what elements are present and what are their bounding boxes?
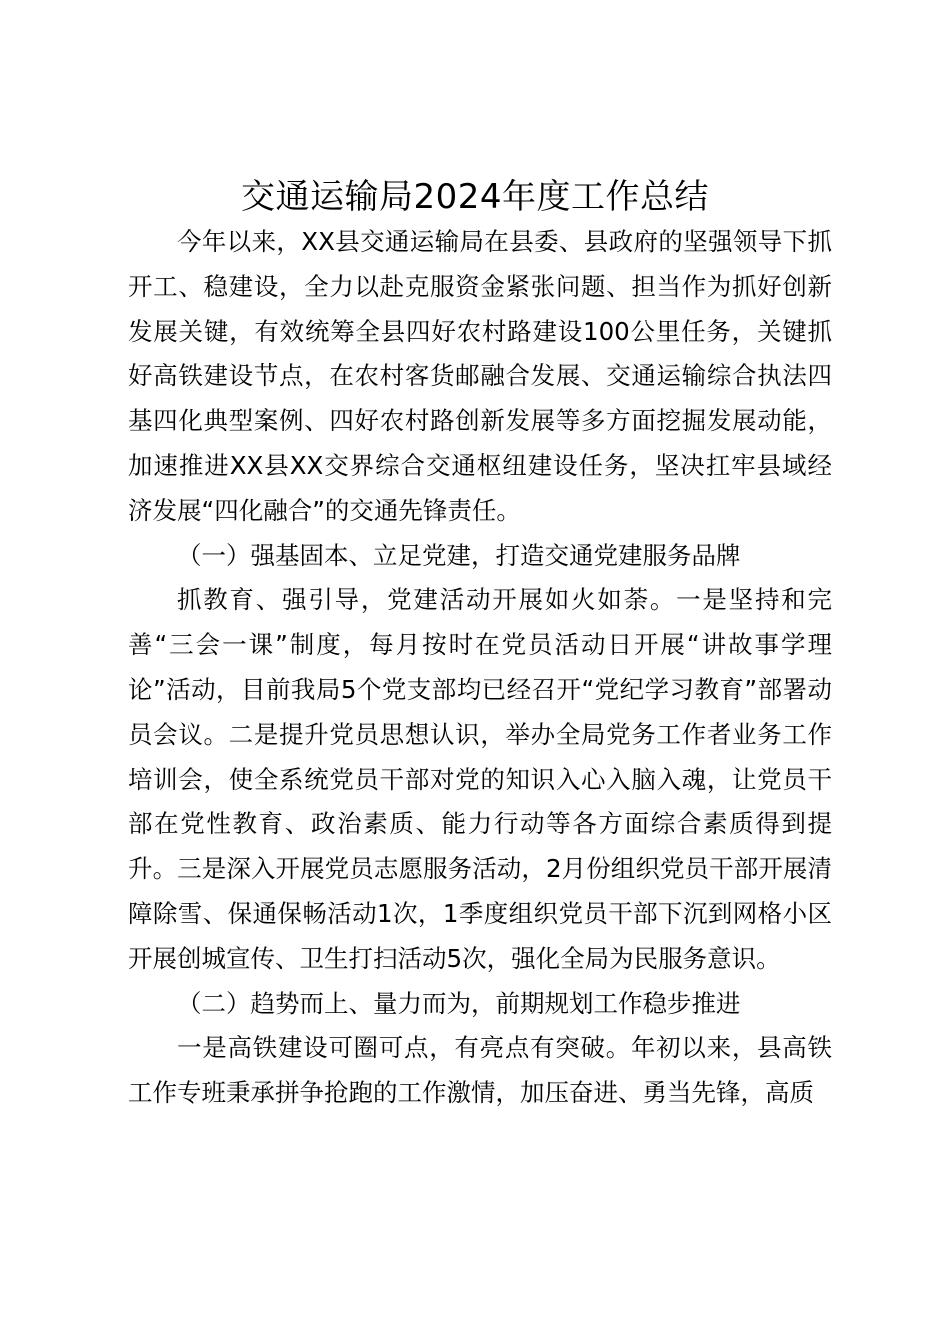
intro-paragraph: 今年以来，XX县交通运输局在县委、县政府的坚强领导下抓开工、稳建设，全力以赴克服资金紧张问题、担当作为抓好创新发展关键，有效统筹全县四好农村路建设100公里任务，关键抓好高铁建设节点，在农村客货邮融合发展、交通运输综合执法四基四化典型案例、四好农村路创新发展等多方面挖掘发展动能，加速推进XX县XX交界综合交通枢纽建设任务，坚决扛牢县域经济发展“四化融合”的交通先锋责任。 xyxy=(128,227,832,525)
document-body xyxy=(128,220,832,1116)
section-2-paragraph: 一是高铁建设可圈可点，有亮点有突破。年初以来，县高铁工作专班秉承拼争抢跑的工作激情，加压奋进、勇当先锋，高质 xyxy=(128,1033,832,1108)
section-heading-1: （一）强基固本、立足党建，打造交通党建服务品牌 xyxy=(177,540,741,570)
section-1-paragraph: 抓教育、强引导，党建活动开展如火如荼。一是坚持和完善“三会一课”制度，每月按时在党员活动日开展“讲故事学理论”活动，目前我局5个党支部均已经召开“党纪学习教育”部署动员会议。二是提升党员思想认识，举办全局党务工作者业务工作培训会，使全系统党员干部对党的知识入心入脑入魂，让党员干部在党性教育、政治素质、能力行动等各方面综合素质得到提升。三是深入开展党员志愿服务活动，2月份组织党员干部开展清障除雪、保通保畅活动1次，1季度组织党员干部下沉到网格小区开展创城宣传、卫生打扫活动5次，强化全局为民服务意识。 xyxy=(128,585,832,973)
document-title: 交通运输局2024年度工作总结 xyxy=(240,177,710,217)
section-heading-2: （二）趋势而上、量力而为，前期规划工作稳步推进 xyxy=(177,988,741,1018)
